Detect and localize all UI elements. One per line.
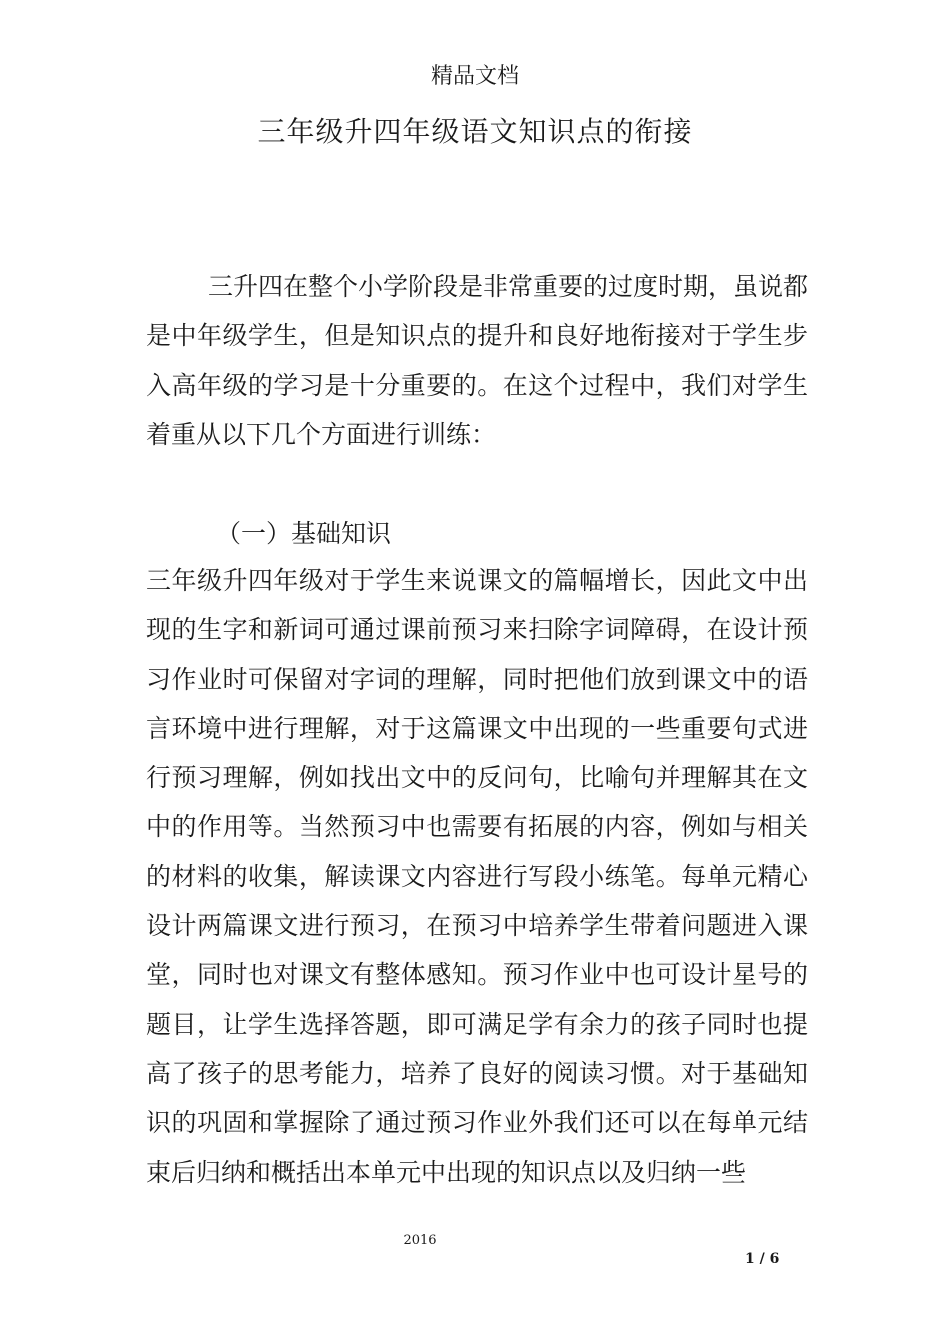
document-header-label: 精品文档: [430, 64, 519, 89]
section-heading-basic-knowledge: （一）基础知识: [216, 519, 392, 548]
footer-year: 2016: [403, 1233, 437, 1248]
section-paragraph-basic-knowledge: 三年级升四年级对于学生来说课文的篇幅增长，因此文中出现的生字和新词可通过课前预习来扫除字词障碍，在设计预习作业时可保留对字词的理解，同时把他们放到课文中的语言环境中进行理解，对于这篇课文中出现的一些重要句式进行预习理解，例如找出文中的反问句，比喻句并理解其在文中的作用等。当然预习中也需要有拓展的内容，例如与相关的材料的收集，解读课文内容进行写段小练笔。每单元精心设计两篇课文进行预习，在预习中培养学生带着问题进入课堂，同时也对课文有整体感知。预习作业中也可设计星号的题目，让学生选择答题，即可满足学有余力的孩子同时也提高了孩子的思考能力，培养了良好的阅读习惯。对于基础知识的巩固和掌握除了通过预习作业外我们还可以在每单元结束后归纳和概括出本单元中出现的知识点以及归纳一些: [146, 566, 808, 1187]
intro-paragraph: 三升四在整个小学阶段是非常重要的过度时期，虽说都是中年级学生，但是知识点的提升和良好地衔接对于学生步入高年级的学习是十分重要的。在这个过程中，我们对学生着重从以下几个方面进行训练：: [146, 272, 809, 449]
page-number: 1 / 6: [745, 1251, 780, 1267]
document-title: 三年级升四年级语文知识点的衔接: [257, 115, 693, 148]
